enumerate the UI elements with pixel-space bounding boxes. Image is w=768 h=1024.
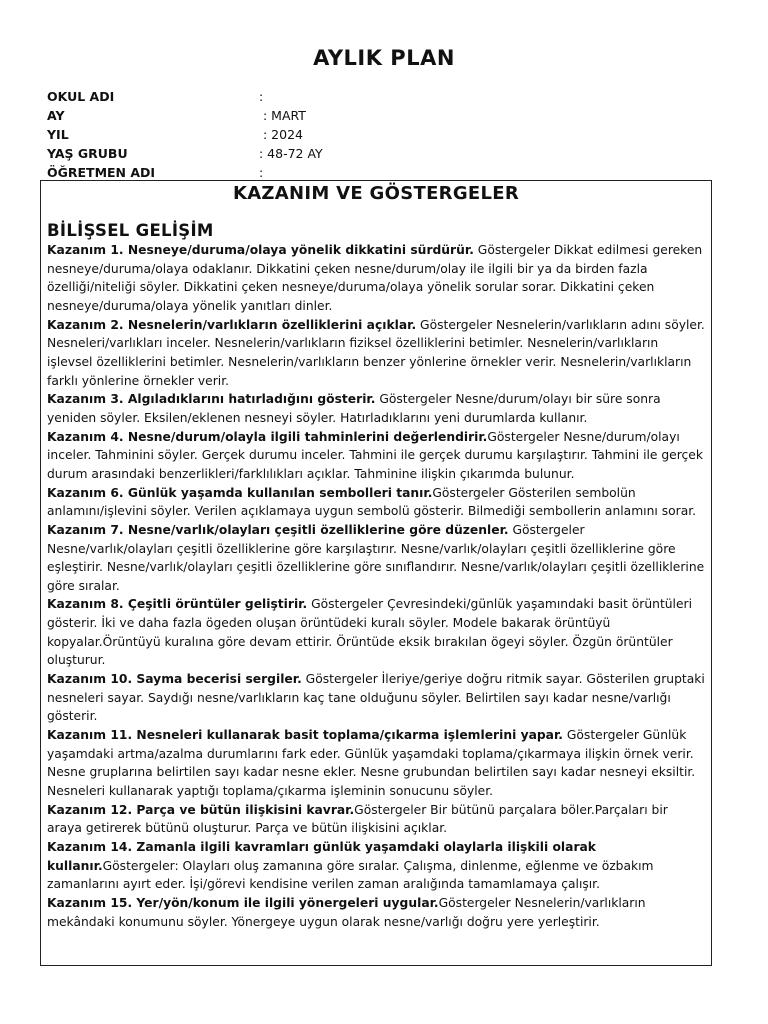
list-item: [47, 726, 705, 801]
objective-text: Göstergeler Bir bütünü parçalara böler.Parçaları bir araya getirerek bütünü oluşturur. Parça ve bütün ilişkisini açıklar.: [47, 802, 668, 836]
page-title: AYLIK PLAN: [313, 46, 455, 70]
info-label: OKUL ADI: [47, 89, 115, 104]
objective-text: Göstergeler İleriye/geriye doğru ritmik sayar. Gösterilen gruptaki nesneleri sayar. Saydığı nesne/varlıkların kaç tane olduğunu söyler. Belirtilen sayı kadar nesne/varlığı gösterir.: [47, 672, 705, 724]
list-item: [47, 390, 705, 427]
objective-head: Kazanım 12. Parça ve bütün ilişkisini kavrar.: [47, 802, 355, 817]
list-item: [47, 801, 705, 838]
info-row-month: [47, 106, 747, 125]
info-label: ÖĞRETMEN ADI: [47, 165, 156, 180]
info-value: :: [259, 165, 264, 180]
info-row-year: [47, 125, 747, 144]
info-row-school: [47, 87, 747, 106]
objective-head: Kazanım 1. Nesneye/duruma/olaya yönelik dikkatini sürdürür.: [47, 243, 474, 257]
objective-text: Göstergeler Günlük yaşamdaki artma/azalma durumlarını fark eder. Günlük yaşamdaki toplama/çıkarmaya ilişkin örnek verir. Nesne gruplarına belirtilen sayı kadar nesne ekler. Nesne grubundan belirtilen sayı kadar nesneyi eksiltir. Nesneleri kullanarak yaptığı toplama/çıkarma işleminin sonucunu söyler.: [47, 728, 696, 799]
objective-head: Kazanım 4. Nesne/durum/olayla ilgili tahminlerini değerlendirir.: [47, 429, 488, 444]
list-item: [47, 838, 705, 894]
objective-text: Göstergeler Nesne/durum/olayı inceler. Tahminini söyler. Gerçek durumu inceler. Tahmini ile gerçek durumu karşılaştırır. Tahmini ile gerçek durum arasındaki benzerlikleri/farklılıkları açıklar. Tahminine ilişkin çıkarımda bulunur.: [47, 429, 703, 481]
list-item: [47, 595, 705, 670]
objective-head: Kazanım 8. Çeşitli örüntüler geliştirir.: [47, 597, 308, 612]
objective-head: Kazanım 6. Günlük yaşamda kullanılan sembolleri tanır.: [47, 485, 433, 500]
info-value: :: [259, 89, 264, 104]
objective-head: Kazanım 15. Yer/yön/konum ile ilgili yönergeleri uygular.: [47, 895, 439, 910]
objectives-list: [47, 241, 705, 931]
objective-text: Göstergeler Dikkat edilmesi gereken nesneye/duruma/olaya odaklanır. Dikkatini çeken nesne/durum/olay ile ilgili bir ya da birden fazla özelliği/niteliği söyler. Dikkatini çeken nesneye/duruma/olaya yönelik sorular sorar. Dikkatini çeken nesneye/duruma/olaya yönelik yanıtları dinler.: [47, 243, 703, 313]
objective-text: Göstergeler Nesne/varlık/olayları çeşitli özelliklerine göre karşılaştırır. Nesne/varlık/olayları çeşitli özelliklerine göre eşleştirir. Nesne/varlık/olayları çeşitli özelliklerine göre sınıflandırır. Nesne/varlık/olayları çeşitli özelliklerine göre sıralar.: [47, 522, 705, 593]
objective-text: Göstergeler Nesne/durum/olayı bir süre sonra yeniden söyler. Eksilen/eklenen nesneyi söyler. Hatırladıklarını yeni durumlarda kullanır.: [47, 392, 661, 425]
box-title: KAZANIM VE GÖSTERGELER: [232, 183, 520, 204]
info-label: AY: [47, 108, 65, 123]
info-value: : MART: [259, 108, 306, 123]
info-row-age-group: [47, 144, 747, 163]
objective-head: Kazanım 7. Nesne/varlık/olayları çeşitli özelliklerine göre düzenler.: [47, 522, 509, 537]
info-label: YIL: [47, 127, 69, 142]
objective-text: Göstergeler Çevresindeki/günlük yaşamındaki basit örüntüleri gösterir. İki ve daha fazla ögeden oluşan örüntüdeki kuralı söyler. Modele bakarak örüntüyü kopyalar.Örüntüyü kuralına göre devam ettirir. Örüntüde eksik bırakılan ögeyi söyler. Özgün örüntüler oluşturur.: [47, 597, 693, 668]
objective-text: Göstergeler Nesnelerin/varlıkların mekândaki konumunu söyler. Yönergeye uygun olarak nesne/varlığı doğru yere yerleştirir.: [47, 895, 646, 929]
list-item: [47, 670, 705, 726]
objective-head: Kazanım 10. Sayma becerisi sergiler.: [47, 672, 302, 687]
info-block: [47, 87, 747, 182]
info-value: : 48-72 AY: [259, 146, 323, 161]
objective-head: Kazanım 2. Nesnelerin/varlıkların özelliklerini açıklar.: [47, 317, 417, 332]
objectives-box: [40, 180, 712, 966]
list-item: [47, 241, 705, 316]
objective-text: Göstergeler Gösterilen sembolün anlamını/işlevini söyler. Verilen açıklamaya uygun sembolü gösterir. Bilmediği sembollerin anlamını sorar.: [47, 485, 697, 519]
section-title: BİLİŞSEL GELİŞİM: [47, 221, 214, 240]
info-value: : 2024: [259, 127, 303, 142]
objective-head: Kazanım 11. Nesneleri kullanarak basit toplama/çıkarma işlemlerini yapar.: [47, 728, 563, 743]
list-item: [47, 316, 705, 391]
list-item: [47, 894, 705, 931]
objective-text: Göstergeler: Olayları oluş zamanına göre sıralar. Çalışma, dinlenme, eğlenme ve özbakım zamanlarını ayırt eder. İşi/görevi kendisine verilen zaman aralığında tamamlamaya çalışır.: [47, 858, 654, 892]
objective-text: Göstergeler Nesnelerin/varlıkların adını söyler. Nesneleri/varlıkları inceler. Nesnelerin/varlıkların fiziksel özelliklerini betimler. Nesnelerin/varlıkların işlevsel özelliklerini betimler. Nesnelerin/varlıkların benzer yönlerine örnekler verir. Nesnelerin/varlıkların farklı yönlerine örnekler verir.: [47, 317, 705, 388]
objective-head: Kazanım 14. Zamanla ilgili kavramları günlük yaşamdaki olaylarla ilişkili olarak kullanır.: [47, 840, 596, 873]
info-label: YAŞ GRUBU: [47, 146, 128, 161]
list-item: [47, 484, 705, 521]
list-item: [47, 521, 705, 596]
list-item: [47, 428, 705, 484]
objective-head: Kazanım 3. Algıladıklarını hatırladığını gösterir.: [47, 392, 376, 407]
